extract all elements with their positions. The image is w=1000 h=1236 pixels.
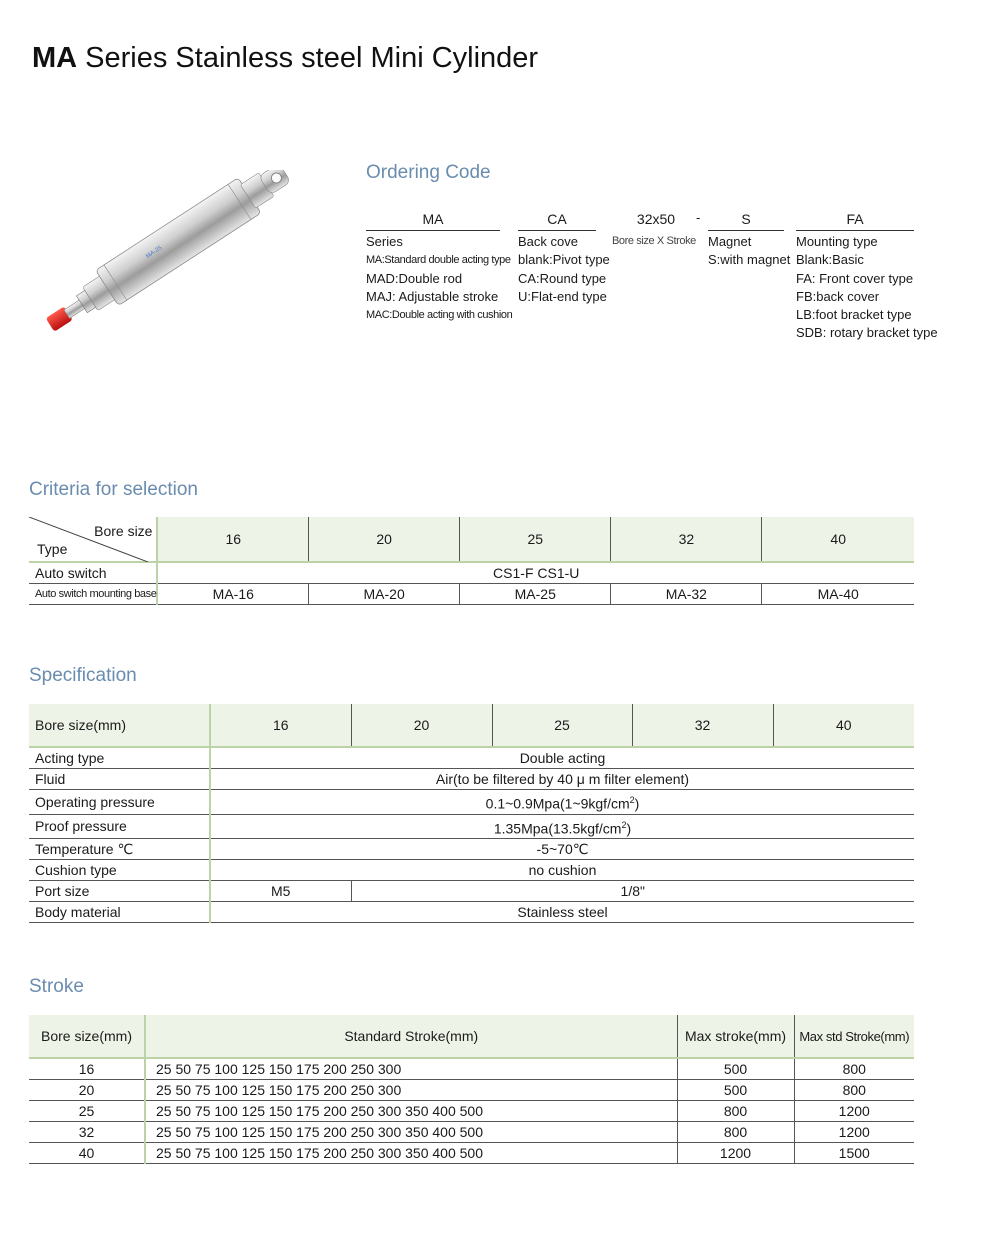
stroke-bore: 16 — [29, 1058, 145, 1080]
ordering-line: SDB: rotary bracket type — [796, 325, 938, 341]
value-text: 0.1~0.9Mpa(1~9kgf/cm — [485, 795, 630, 812]
stroke-header: Max stroke(mm) — [677, 1015, 794, 1058]
spec-bore-header: 16 — [210, 704, 351, 747]
stroke-max: 800 — [677, 1101, 794, 1122]
stroke-standard: 25 50 75 100 125 150 175 200 250 300 350 400 500 — [145, 1143, 677, 1164]
row-value: Air(to be filtered by 40 μ m filter element) — [210, 769, 914, 790]
value-sup: 2 — [621, 819, 627, 830]
ordering-code-value: 32x50 — [636, 211, 676, 227]
table-row — [29, 881, 914, 902]
ordering-line: U:Flat-end type — [518, 288, 607, 304]
stroke-max-std: 800 — [794, 1080, 914, 1101]
page-title-bold: MA — [32, 42, 78, 74]
ordering-col-series — [366, 210, 513, 324]
stroke-standard: 25 50 75 100 125 150 175 200 250 300 — [145, 1080, 677, 1101]
table-row — [29, 902, 914, 923]
ordering-col-bore-stroke — [612, 210, 700, 250]
stroke-max: 500 — [677, 1080, 794, 1101]
table-row — [29, 747, 914, 769]
stroke-max-std: 1200 — [794, 1101, 914, 1122]
table-row — [29, 562, 914, 584]
stroke-table — [29, 1015, 914, 1164]
stroke-standard: 25 50 75 100 125 150 175 200 250 300 350 400 500 — [145, 1122, 677, 1143]
stroke-standard: 25 50 75 100 125 150 175 200 250 300 — [145, 1058, 677, 1080]
table-row — [29, 1101, 914, 1122]
criteria-bore-header: 16 — [157, 517, 308, 562]
ordering-line: MAJ: Adjustable stroke — [366, 288, 499, 304]
ordering-line: Bore size X Stroke — [612, 235, 696, 247]
ordering-line: Mounting type — [796, 234, 878, 249]
criteria-corner-cell — [29, 517, 157, 562]
row-value: CS1-F CS1-U — [157, 562, 914, 584]
table-row — [29, 839, 914, 860]
row-value: M5 — [210, 881, 351, 902]
criteria-title: Criteria for selection — [29, 479, 198, 500]
stainless-steel-mini-cylinder-icon — [40, 170, 340, 340]
row-label: Acting type — [29, 747, 210, 769]
ordering-line: LB:foot bracket type — [796, 307, 912, 323]
row-label: Fluid — [29, 769, 210, 790]
row-value: MA-40 — [762, 584, 914, 605]
ordering-separator: - — [696, 210, 701, 225]
stroke-max-std: 800 — [794, 1058, 914, 1080]
table-row — [29, 1080, 914, 1101]
row-value: no cushion — [210, 860, 914, 881]
value-tail: ) — [634, 795, 640, 812]
stroke-header: Max std Stroke(mm) — [794, 1015, 914, 1058]
ordering-code-value: S — [708, 210, 784, 231]
row-value: MA-20 — [309, 584, 460, 605]
row-value: MA-25 — [460, 584, 611, 605]
table-row — [29, 790, 914, 815]
criteria-corner-bore: Bore size — [94, 523, 153, 539]
spec-bore-header: 20 — [351, 704, 492, 747]
ordering-code — [366, 160, 966, 360]
stroke-bore: 20 — [29, 1080, 145, 1101]
row-value: Double acting — [210, 747, 914, 769]
ordering-line: S:with magnet — [708, 252, 791, 268]
specification-table — [29, 704, 914, 923]
criteria-bore-header: 40 — [762, 517, 914, 562]
spec-header-label: Bore size(mm) — [29, 704, 210, 747]
ordering-line: Blank:Basic — [796, 252, 864, 268]
product-label-text: MA-25 — [145, 245, 164, 260]
table-row — [29, 860, 914, 881]
row-value: Stainless steel — [210, 902, 914, 923]
value-tail: ) — [626, 820, 632, 837]
stroke-standard: 25 50 75 100 125 150 175 200 250 300 350 400 500 — [145, 1101, 677, 1122]
stroke-bore: 40 — [29, 1143, 145, 1164]
ordering-line: FB:back cover — [796, 288, 880, 304]
ordering-line: CA:Round type — [518, 270, 607, 286]
table-row — [29, 1058, 914, 1080]
row-value — [210, 814, 914, 839]
table-row — [29, 769, 914, 790]
row-label: Body material — [29, 902, 210, 923]
row-value: -5~70℃ — [210, 839, 914, 860]
table-row — [29, 1143, 914, 1164]
ordering-col-back-cover — [518, 210, 610, 306]
table-header-row — [29, 1015, 914, 1058]
ordering-col-mounting — [796, 210, 938, 343]
row-value: MA-32 — [611, 584, 762, 605]
ordering-line: Back cove — [518, 234, 578, 249]
table-header-row — [29, 517, 914, 562]
stroke-max: 500 — [677, 1058, 794, 1080]
ordering-line: Magnet — [708, 234, 752, 249]
row-label: Operating pressure — [29, 790, 210, 815]
ordering-code-value: MA — [366, 210, 500, 231]
table-row — [29, 814, 914, 839]
criteria-bore-header: 32 — [611, 517, 762, 562]
row-label: Temperature ℃ — [29, 839, 210, 860]
stroke-max: 800 — [677, 1122, 794, 1143]
table-row — [29, 584, 914, 605]
ordering-line: blank:Pivot type — [518, 252, 610, 268]
ordering-code-value: CA — [518, 210, 596, 231]
stroke-bore: 25 — [29, 1101, 145, 1122]
stroke-max: 1200 — [677, 1143, 794, 1164]
stroke-max-std: 1200 — [794, 1122, 914, 1143]
table-header-row — [29, 704, 914, 747]
row-value: 1/8" — [351, 881, 914, 902]
row-label: Port size — [29, 881, 210, 902]
ordering-line: Series — [366, 234, 403, 249]
stroke-header: Standard Stroke(mm) — [145, 1015, 677, 1058]
page-title — [32, 42, 538, 75]
ordering-line: MA:Standard double acting type — [366, 254, 511, 267]
row-value — [210, 790, 914, 815]
spec-bore-header: 40 — [773, 704, 914, 747]
ordering-line: FA: Front cover type — [796, 270, 914, 286]
value-sup: 2 — [629, 795, 635, 805]
stroke-bore: 32 — [29, 1122, 145, 1143]
value-text: 1.35Mpa(13.5kgf/cm — [493, 820, 622, 837]
stroke-title: Stroke — [29, 976, 84, 997]
ordering-line: MAD:Double rod — [366, 270, 463, 286]
criteria-bore-header: 20 — [309, 517, 460, 562]
table-row — [29, 1122, 914, 1143]
row-value: MA-16 — [157, 584, 308, 605]
ordering-code-title: Ordering Code — [366, 162, 491, 183]
row-label: Auto switch — [29, 562, 157, 584]
spec-bore-header: 25 — [492, 704, 632, 747]
criteria-table — [29, 517, 914, 605]
row-label: Proof pressure — [29, 814, 210, 839]
ordering-code-value: FA — [796, 210, 914, 231]
spec-bore-header: 32 — [632, 704, 773, 747]
specification-title: Specification — [29, 665, 137, 686]
ordering-col-magnet — [708, 210, 791, 270]
criteria-corner-type: Type — [37, 541, 68, 557]
ordering-line: MAC:Double acting with cushion — [366, 309, 513, 322]
stroke-max-std: 1500 — [794, 1143, 914, 1164]
row-label: Cushion type — [29, 860, 210, 881]
page-title-rest: Series Stainless steel Mini Cylinder — [77, 42, 539, 74]
stroke-header: Bore size(mm) — [29, 1015, 145, 1058]
criteria-bore-header: 25 — [460, 517, 611, 562]
row-label: Auto switch mounting base — [29, 584, 157, 605]
